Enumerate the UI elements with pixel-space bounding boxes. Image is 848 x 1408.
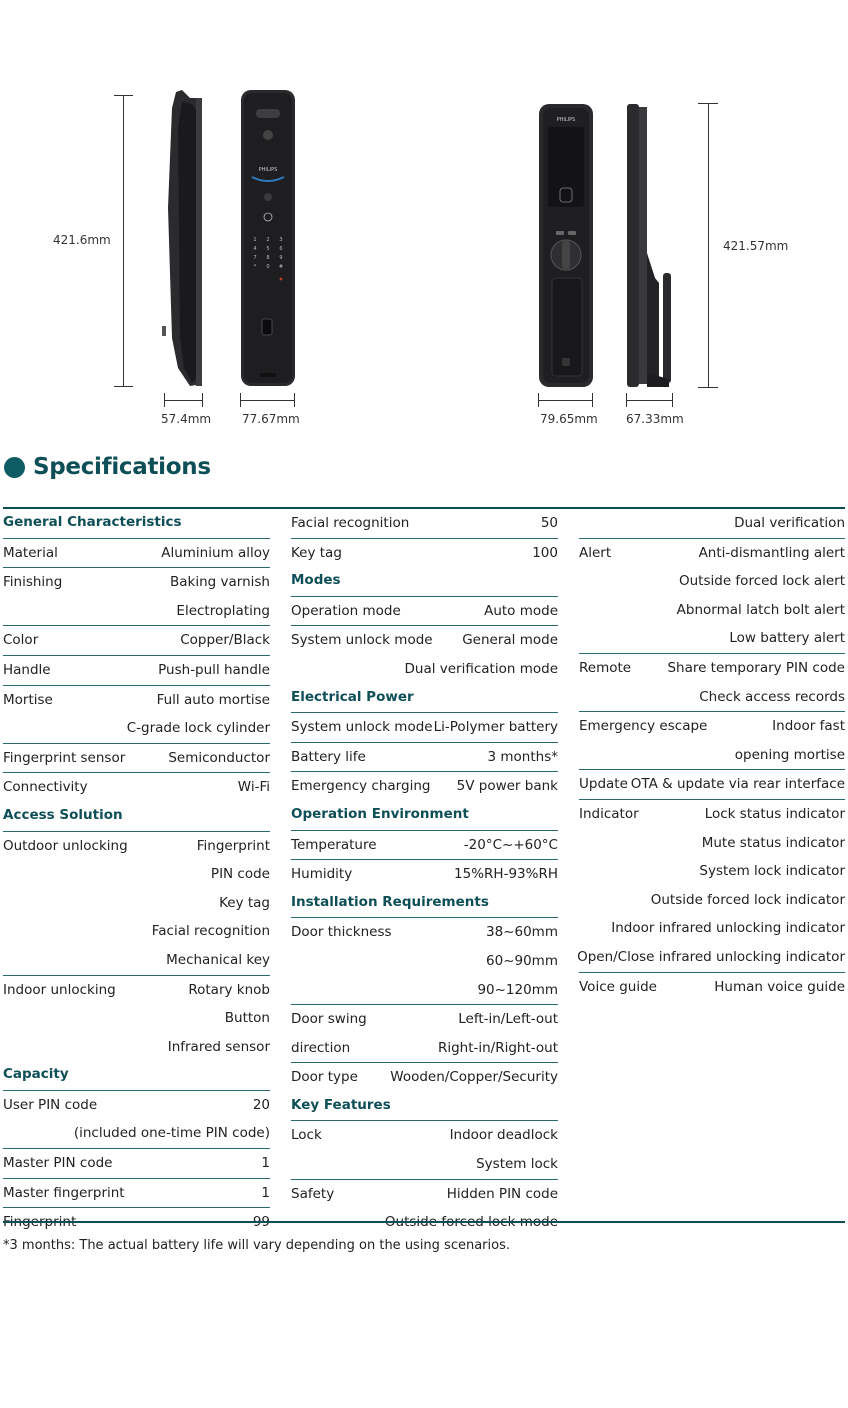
spec-value: 1: [261, 1155, 270, 1172]
spec-row: [579, 741, 845, 770]
lock-side-view-left: [160, 88, 206, 388]
spec-row: [3, 1178, 270, 1208]
spec-row: [579, 624, 845, 653]
width-line-front: [240, 400, 295, 401]
spec-value: Outside forced lock alert: [679, 573, 845, 590]
spec-column-2: [291, 509, 558, 1237]
spec-label: Alert: [579, 544, 612, 561]
section-heading: [3, 802, 270, 831]
spec-row: [291, 509, 558, 538]
lock-side-view-right: [625, 103, 675, 388]
spec-value: System lock: [476, 1156, 558, 1173]
spec-label: Door thickness: [291, 924, 392, 941]
spec-row: [579, 943, 845, 972]
height-line-left: [123, 95, 124, 387]
spec-value: Button: [224, 1010, 270, 1027]
spec-label: System unlock mode: [291, 632, 433, 649]
section-title: General Characteristics: [3, 514, 182, 530]
spec-row: [579, 857, 845, 886]
table-bottom-rule: [3, 1221, 845, 1223]
spec-row: [3, 538, 270, 568]
spec-label: direction: [291, 1039, 351, 1056]
section-title: Electrical Power: [291, 688, 414, 705]
brand-text-front: PHILIPS: [258, 167, 278, 173]
brand-text-back: PHILIPS: [556, 117, 576, 123]
section-heading: [291, 801, 558, 830]
spec-label: Remote: [579, 659, 632, 676]
spec-value: 1: [261, 1184, 270, 1201]
section-title: Modes: [291, 572, 341, 589]
spec-label: User PIN code: [3, 1096, 98, 1113]
spec-column-3: [579, 509, 845, 1001]
width-label-front: 77.67mm: [242, 412, 300, 426]
spec-row: [291, 655, 558, 684]
spec-row: [291, 1062, 558, 1092]
spec-row: [3, 889, 270, 918]
spec-value: Indoor fast: [772, 718, 845, 735]
section-title: Installation Requirements: [291, 893, 489, 910]
width-line-side-left: [164, 400, 203, 401]
spec-value: Indoor infrared unlocking indicator: [611, 920, 845, 937]
spec-label: Update: [579, 776, 628, 793]
spec-value: Fingerprint: [196, 837, 270, 854]
keypad-key: 6: [279, 246, 283, 252]
keypad-key: 8: [266, 255, 270, 261]
spec-value: 60~90mm: [486, 952, 558, 969]
spec-label: Outdoor unlocking: [3, 837, 128, 854]
spec-value: Outside forced lock indicator: [650, 891, 845, 908]
keypad-key: 4: [253, 246, 257, 252]
keypad-key: 1: [253, 237, 257, 243]
section-heading: [291, 567, 558, 596]
spec-label: Voice guide: [579, 978, 657, 995]
spec-value: OTA & update via rear interface: [630, 776, 845, 793]
spec-value: Open/Close infrared unlocking indicator: [577, 948, 845, 965]
spec-value: Wi-Fi: [237, 779, 270, 796]
spec-row: [291, 538, 558, 568]
spec-value: Left-in/Left-out: [458, 1011, 558, 1028]
bullet-dot-icon: [4, 457, 25, 478]
spec-row: [291, 742, 558, 772]
spec-value: Mute status indicator: [701, 834, 845, 851]
spec-value: 3 months*: [487, 748, 558, 765]
spec-row: [291, 625, 558, 655]
spec-label: Battery life: [291, 748, 366, 765]
spec-value: 20: [252, 1096, 270, 1113]
spec-row: [3, 743, 270, 773]
spec-value: -20°C~+60°C: [463, 836, 558, 853]
spec-value: Right-in/Right-out: [437, 1039, 558, 1056]
section-title: Key Features: [291, 1096, 391, 1113]
spec-value: Rotary knob: [188, 981, 270, 998]
spec-value: Semiconductor: [168, 749, 270, 766]
spec-row: [3, 831, 270, 861]
spec-value: General mode: [462, 632, 558, 649]
width-line-back: [538, 400, 593, 401]
spec-row: [3, 1090, 270, 1120]
keypad-key: 0: [266, 264, 270, 270]
spec-row: [3, 1033, 270, 1062]
spec-label: Fingerprint sensor: [3, 749, 126, 766]
width-tick: [164, 393, 165, 407]
width-tick: [240, 393, 241, 407]
spec-row: [291, 1179, 558, 1209]
spec-value: 15%RH-93%RH: [454, 866, 558, 883]
height-tick-top-left: [114, 95, 133, 96]
spec-label: Door swing: [291, 1011, 367, 1028]
spec-row: [579, 829, 845, 858]
height-tick-bottom-right: [698, 387, 718, 388]
height-label-right: 421.57mm: [723, 239, 789, 253]
spec-row: [3, 567, 270, 597]
spec-value: Lock status indicator: [704, 805, 845, 822]
spec-label: Mortise: [3, 691, 53, 708]
spec-value: Hidden PIN code: [446, 1185, 558, 1202]
spec-row: [3, 860, 270, 889]
spec-label: Color: [3, 632, 39, 649]
section-title: Operation Environment: [291, 805, 469, 822]
spec-row: [579, 914, 845, 943]
spec-value: Share temporary PIN code: [667, 659, 845, 676]
spec-row: [291, 771, 558, 801]
spec-row: [3, 1004, 270, 1033]
spec-row: [579, 596, 845, 625]
spec-label: Temperature: [291, 836, 377, 853]
spec-value: 50: [540, 515, 558, 531]
spec-row: [579, 509, 845, 538]
spec-row: [291, 830, 558, 860]
spec-row: [291, 596, 558, 626]
spec-row: [291, 1034, 558, 1063]
width-tick: [538, 393, 539, 407]
spec-row: [579, 683, 845, 712]
section-heading: [3, 1061, 270, 1090]
height-tick-bottom-left: [114, 386, 133, 387]
spec-row: [579, 972, 845, 1002]
width-label-side-right: 67.33mm: [626, 412, 684, 426]
keypad-key: 2: [266, 237, 270, 243]
spec-row: [3, 772, 270, 802]
spec-value: Push-pull handle: [158, 661, 270, 678]
spec-label: Master fingerprint: [3, 1184, 125, 1201]
width-label-back: 79.65mm: [540, 412, 598, 426]
spec-value: Mechanical key: [166, 951, 270, 968]
spec-label: Emergency charging: [291, 778, 431, 795]
spec-value: Abnormal latch bolt alert: [676, 601, 845, 618]
spec-row: [291, 976, 558, 1005]
spec-row: [3, 975, 270, 1005]
width-tick: [672, 393, 673, 407]
spec-label: Operation mode: [291, 602, 401, 619]
height-line-right: [708, 103, 709, 388]
spec-value: Facial recognition: [151, 923, 270, 940]
spec-label: System unlock mode: [291, 719, 433, 736]
spec-value: Baking varnish: [170, 574, 270, 591]
spec-row: [291, 1004, 558, 1034]
spec-row: [3, 1148, 270, 1178]
page-title: Specifications: [33, 454, 211, 480]
keypad-key: 7: [253, 255, 257, 261]
spec-label: Safety: [291, 1185, 335, 1202]
spec-row: [3, 917, 270, 946]
height-label-left: 421.6mm: [53, 233, 111, 247]
spec-row: [579, 538, 845, 568]
spec-label: Facial recognition: [291, 515, 410, 531]
footnote: *3 months: The actual battery life will vary depending on the using scenarios.: [3, 1238, 510, 1253]
keypad-key: 3: [279, 237, 283, 243]
spec-value: 90~120mm: [477, 981, 558, 998]
height-tick-top-right: [698, 103, 718, 104]
spec-value: Human voice guide: [714, 978, 845, 995]
spec-label: Finishing: [3, 574, 63, 591]
spec-value: PIN code: [210, 866, 270, 883]
spec-value: Li-Polymer battery: [433, 719, 558, 736]
spec-row: [3, 655, 270, 685]
spec-label: Key tag: [291, 544, 342, 561]
spec-row: [3, 946, 270, 975]
spec-label: Lock: [291, 1127, 322, 1144]
spec-label: Indoor unlocking: [3, 981, 116, 998]
width-tick: [294, 393, 295, 407]
spec-row: [579, 567, 845, 596]
width-tick: [626, 393, 627, 407]
spec-label: Emergency escape: [579, 718, 708, 735]
spec-label: Master PIN code: [3, 1155, 113, 1172]
spec-value: Check access records: [699, 688, 845, 705]
section-title: Access Solution: [3, 806, 123, 823]
spec-value: Wooden/Copper/Security: [390, 1069, 558, 1086]
spec-row: [3, 685, 270, 715]
section-heading: [3, 509, 270, 538]
spec-label: Material: [3, 544, 58, 561]
spec-row: [291, 917, 558, 947]
lock-front-view: [240, 89, 296, 387]
spec-value: Dual verification mode: [404, 660, 558, 677]
specs-heading: [4, 452, 211, 482]
spec-row: [3, 1119, 270, 1148]
spec-value: C-grade lock cylinder: [126, 720, 270, 737]
spec-row: [3, 597, 270, 626]
spec-value: Aluminium alloy: [161, 544, 270, 561]
spec-row: [579, 653, 845, 683]
spec-label: Handle: [3, 661, 51, 678]
spec-row: [291, 712, 558, 742]
section-title: Capacity: [3, 1066, 69, 1083]
width-line-side-right: [626, 400, 673, 401]
keypad-key: 5: [266, 246, 270, 252]
section-heading: [291, 684, 558, 713]
spec-value: 38~60mm: [486, 924, 558, 941]
spec-value: Anti-dismantling alert: [698, 544, 845, 561]
spec-label: Humidity: [291, 866, 353, 883]
spec-row: [3, 625, 270, 655]
spec-row: [291, 1150, 558, 1179]
width-tick: [592, 393, 593, 407]
spec-label: Connectivity: [3, 779, 88, 796]
spec-value: Auto mode: [484, 602, 558, 619]
spec-row: [579, 799, 845, 829]
spec-row: [291, 859, 558, 889]
lock-back-view: [538, 103, 594, 388]
spec-column-1: [3, 509, 270, 1237]
spec-value: 5V power bank: [456, 778, 558, 795]
spec-value: System lock indicator: [699, 863, 845, 880]
spec-value: opening mortise: [734, 746, 845, 763]
spec-value: 100: [532, 544, 558, 561]
width-tick: [202, 393, 203, 407]
spec-row: [291, 1120, 558, 1150]
section-heading: [291, 889, 558, 918]
spec-row: [291, 947, 558, 976]
spec-value: Copper/Black: [180, 632, 270, 649]
keypad-key: *: [253, 264, 257, 270]
spec-value: (included one-time PIN code): [73, 1125, 270, 1142]
width-label-side-left: 57.4mm: [161, 412, 212, 426]
keypad-key: 9: [279, 255, 283, 261]
spec-row: [579, 886, 845, 915]
spec-label: Indicator: [579, 805, 639, 822]
spec-value: Electroplating: [176, 602, 270, 619]
spec-row: [3, 714, 270, 743]
keypad-key: #: [278, 264, 284, 270]
section-heading: [291, 1092, 558, 1121]
spec-row: [579, 711, 845, 741]
spec-label: Door type: [291, 1069, 358, 1086]
spec-value: Low battery alert: [729, 630, 845, 647]
spec-value: Key tag: [219, 894, 270, 911]
spec-value: Indoor deadlock: [449, 1127, 558, 1144]
spec-row: [579, 769, 845, 799]
spec-value: Full auto mortise: [156, 691, 270, 708]
spec-value: Infrared sensor: [167, 1038, 270, 1055]
spec-value: Dual verification: [734, 515, 845, 531]
